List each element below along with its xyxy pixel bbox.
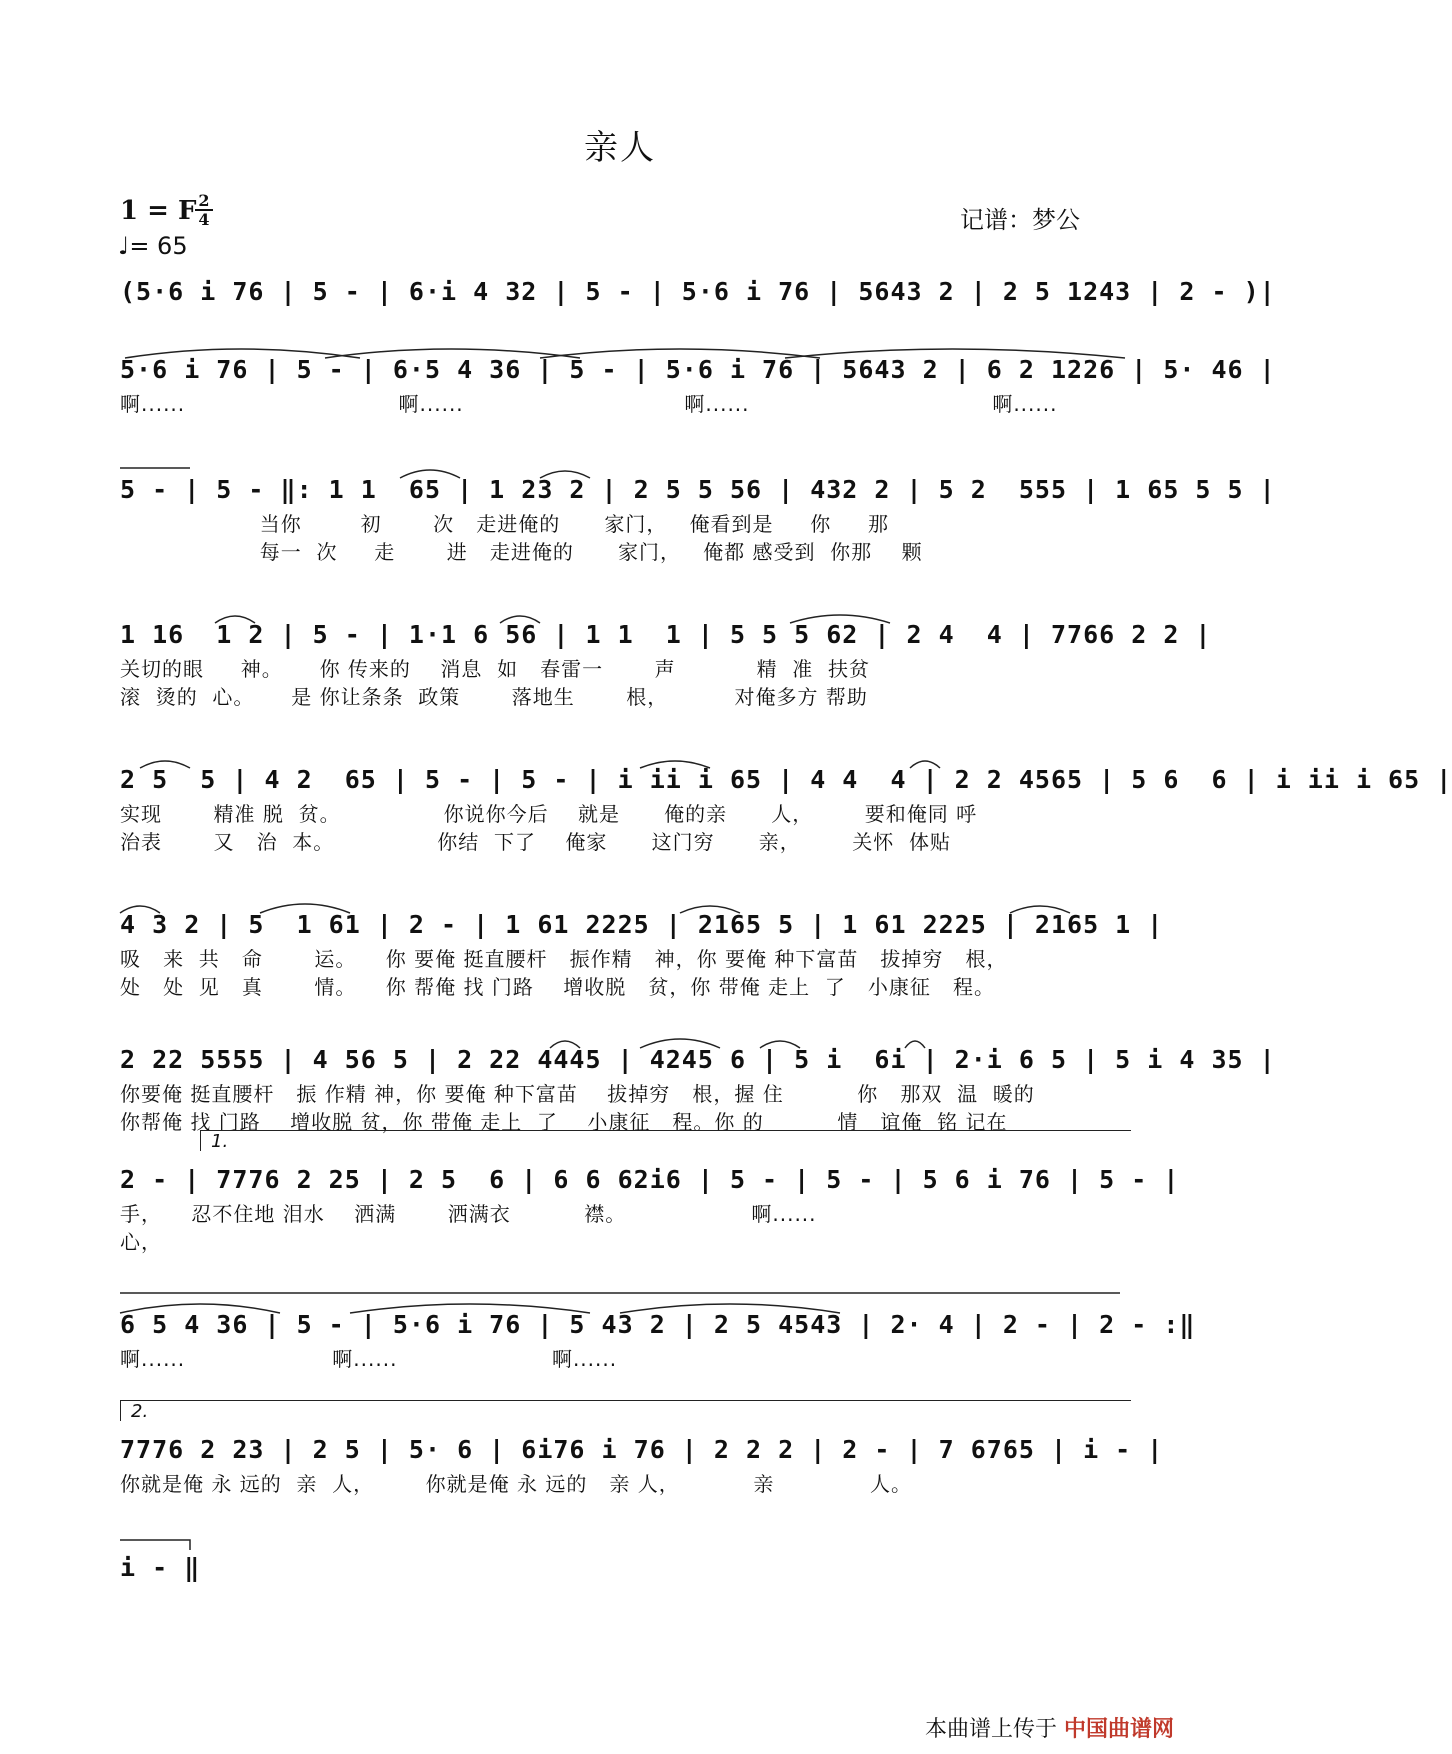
notation-line: 2 5 5 | 4 2 65 | 5 - | 5 - | i ii i 65 | 4 4 4 | 2 2 4565 | 5 6 6 | i ii i 65 | [120,765,1452,794]
lyric-line: 啊...... 啊...... 啊...... 啊...... [120,392,1058,416]
lyric-line: 你要俺 挺直腰杆 振 作精 神，你 要俺 种下富苗 拔掉穷 根，握 住 你 那双 温 暖的 [120,1082,1035,1106]
slur-marks [120,605,1130,625]
notation-line: 2 22 5555 | 4 56 5 | 2 22 4445 | 4245 6 | 5 i 6i | 2·i 6 5 | 5 i 4 35 | [120,1045,1276,1074]
notation-line: 5·6 i 76 | 5 - | 6·5 4 36 | 5 - | 5·6 i 76 | 5643 2 | 6 2 1226 | 5· 46 | [120,355,1276,384]
score-system [120,905,1164,1001]
slur-marks [120,1295,1130,1315]
score-system [120,1131,1180,1256]
slur-marks [120,460,1130,480]
lyric-line: 实现 精准 脱 贫。 你说你今后 就是 俺的亲 人， 要和俺同 呼 [120,802,978,826]
lyric-line: 你帮俺 找 门路 增收脱 贫，你 带俺 走上 了 小康征 程。你 的 情 谊俺 铭 记在 [120,1110,1008,1134]
footer-text: 本曲谱上传于 [925,1717,1058,1742]
slur-marks [120,1030,1130,1050]
lyric-line: 你就是俺 永 远的 亲 人， 你就是俺 永 远的 亲 人， 亲 人。 [120,1472,913,1496]
time-sig-top: 2 [198,191,210,210]
time-signature [192,192,216,228]
transcriber-credit: 记谱：梦公 [960,206,1080,234]
volta-bracket [200,1130,1131,1151]
tempo-marking: ♩= 65 [118,232,188,260]
score-system [120,1548,1130,1588]
notation-line: 7776 2 23 | 2 5 | 5· 6 | 6i76 i 76 | 2 2 2 | 2 - | 7 6765 | i - | [120,1435,1164,1464]
notation-line: 6 5 4 36 | 5 - | 5·6 i 76 | 5 43 2 | 2 5 4543 | 2· 4 | 2 - | 2 - :‖ [120,1310,1196,1339]
lyric-line: 关切的眼 神。 你 传来的 消息 如 春雷一 声 精 准 扶贫 [120,657,871,681]
page-title: 亲人 [584,128,656,168]
notation-line: i - ‖ [120,1553,201,1582]
score-system [120,470,1276,566]
lyric-line: 吸 来 共 命 运。 你 要俺 挺直腰杆 振作精 神，你 要俺 种下富苗 拔掉穷 根， [120,947,1008,971]
score-system [120,1040,1276,1136]
notation-line: 1 16 1 2 | 5 - | 1·1 6 56 | 1 1 1 | 5 5 5 62 | 2 4 4 | 7766 2 2 | [120,620,1212,649]
lyric-line: 当你 初 次 走进俺的 家门， 俺看到是 你 那 [120,512,890,536]
score-system [120,1401,1164,1498]
slur-marks [120,750,1130,770]
score-system [120,1305,1196,1373]
lyric-line: 啊...... 啊...... 啊...... [120,1347,618,1371]
volta-bracket [120,1400,1131,1421]
slur-marks [120,1538,1130,1558]
score-system [120,272,1276,312]
volta-label: 2. [131,1401,149,1422]
lyric-line: 处 处 见 真 情。 你 帮俺 找 门路 增收脱 贫，你 带俺 走上 了 小康征 程。 [120,975,995,999]
lyric-line: 滚 烫的 心。 是 你让条条 政策 落地生 根， 对俺多方 帮助 [120,685,868,709]
footer-watermark [925,1712,1174,1743]
notation-line: 5 - | 5 - ‖: 1 1 65 | 1 23 2 | 2 5 5 56 | 432 2 | 5 2 555 | 1 65 5 5 | [120,475,1276,504]
lyric-line: 每一 次 走 进 走进俺的 家门， 俺都 感受到 你那 颗 [120,540,923,564]
score-system [120,760,1452,856]
lyric-line: 治表 又 治 本。 你结 下了 俺家 这门穷 亲， 关怀 体贴 [120,830,951,854]
score-system [120,615,1212,711]
notation-line: (5·6 i 76 | 5 - | 6·i 4 32 | 5 - | 5·6 i 76 | 5643 2 | 2 5 1243 | 2 - )| [120,277,1276,306]
time-sig-bottom: 4 [198,210,210,229]
site-logo[interactable]: 中国曲谱网 [1064,1717,1175,1742]
notation-line: 4 3 2 | 5 1 61 | 2 - | 1 61 2225 | 2165 5 | 1 61 2225 | 2165 1 | [120,910,1164,939]
volta-label: 1. [211,1131,229,1152]
score-system [120,350,1276,418]
slur-marks [120,895,1130,915]
slur-marks [120,340,1130,360]
lyric-line: 手， 忍不住地 泪水 洒满 洒满衣 襟。 啊...... [120,1202,817,1226]
key-signature: 1 = F [120,196,197,226]
lyric-line: 心， [120,1230,162,1254]
notation-line: 2 - | 7776 2 25 | 2 5 6 | 6 6 62i6 | 5 - | 5 - | 5 6 i 76 | 5 - | [120,1165,1180,1194]
